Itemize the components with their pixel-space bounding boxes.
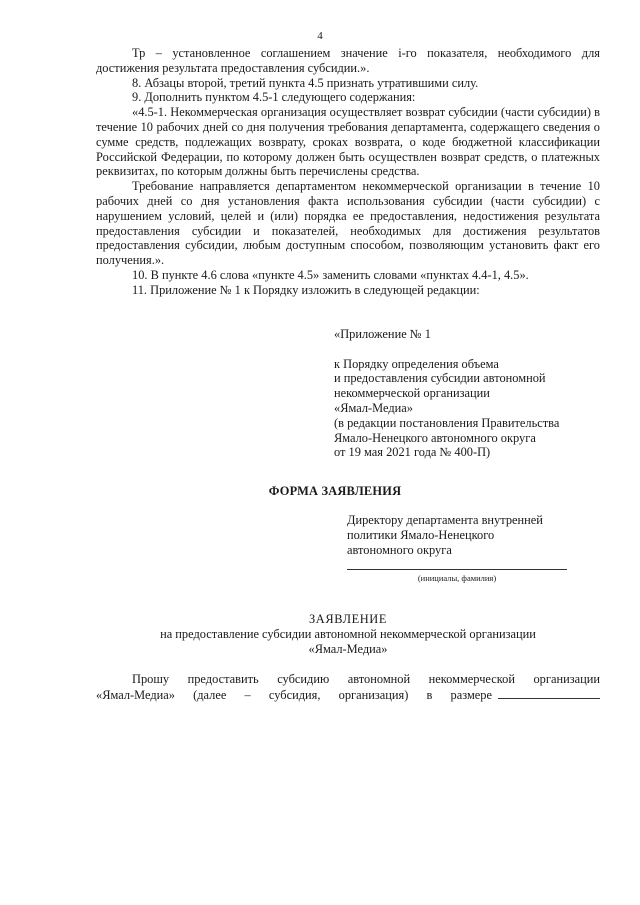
page-number: 4	[317, 30, 323, 42]
paragraph-requirement: Требование направляется департаментом некоммерческой организации в течение 10 рабочих дней со дня установления факта использования субсидии (части субсидии) с нарушением условий, целей и (или) порядка ее предоставления, недостижения результата предоставления субсидии и показателей, необходимых для достижения результатов предоставления субсидии, любым доступным способом, позволяющим установить факт его получения.».	[96, 179, 600, 268]
request-line-1: Прошу предоставить субсидию автономной некоммерческой организации	[132, 672, 600, 686]
addressee-line: Директору департамента внутренней	[347, 513, 543, 527]
signature-caption: (инициалы, фамилия)	[417, 573, 497, 583]
addressee-block	[347, 513, 607, 557]
appendix-line: от 19 мая 2021 года № 400-П)	[334, 445, 491, 460]
paragraph-item-8: 8. Абзацы второй, третий пункта 4.5 признать утратившими силу.	[132, 75, 479, 90]
addressee-line: автономного округа	[347, 542, 452, 557]
request-line-2-text: «Ямал-Медиа» (далее – субсидия, организация) в размере	[96, 688, 492, 702]
addressee-line: политики Ямало-Ненецкого	[347, 527, 495, 542]
body-text	[96, 46, 600, 298]
paragraph-item-10: 10. В пункте 4.6 слова «пункте 4.5» заменить словами «пунктах 4.4-1, 4.5».	[132, 267, 529, 282]
request-paragraph	[96, 671, 600, 703]
statement-subtitle: на предоставление субсидии автономной некоммерческой организации	[160, 627, 536, 641]
appendix-block	[334, 327, 624, 460]
form-title: ФОРМА ЗАЯВЛЕНИЯ	[268, 484, 402, 498]
signature-line	[347, 569, 567, 570]
paragraph-item-4-5-1: «4.5-1. Некоммерческая организация осуществляет возврат субсидии (части субсидии) в течение 10 рабочих дней со дня получения требования департамента, содержащего сведения о сумме средств, подлежащих возврату, сроках возврата, о коде бюджетной классификации Российской Федерации, по которому должен быть осуществлен возврат средств, о платежных реквизитах, по которым должны быть перечислены средства.	[96, 105, 600, 179]
appendix-line: (в редакции постановления Правительства	[334, 415, 560, 430]
paragraph-item-11: 11. Приложение № 1 к Порядку изложить в следующей редакции:	[132, 282, 480, 297]
appendix-heading: «Приложение № 1	[334, 327, 431, 341]
appendix-line: и предоставления субсидии автономной	[334, 371, 546, 386]
paragraph-tr-definition: Тр – установленное соглашением значение i-го показателя, необходимого для достижения результата предоставления субсидии.».	[96, 46, 600, 75]
statement-title: ЗАЯВЛЕНИЕ	[308, 612, 388, 626]
amount-blank	[498, 687, 600, 699]
request-line-2	[96, 687, 600, 703]
appendix-line: Ямало-Ненецкого автономного округа	[334, 430, 536, 445]
appendix-line: «Ямал-Медиа»	[334, 400, 413, 415]
appendix-line: некоммерческой организации	[334, 386, 490, 401]
appendix-line: к Порядку определения объема	[334, 356, 499, 371]
paragraph-item-9: 9. Дополнить пунктом 4.5-1 следующего содержания:	[132, 90, 416, 105]
statement-subtitle-org: «Ямал-Медиа»	[308, 642, 388, 656]
